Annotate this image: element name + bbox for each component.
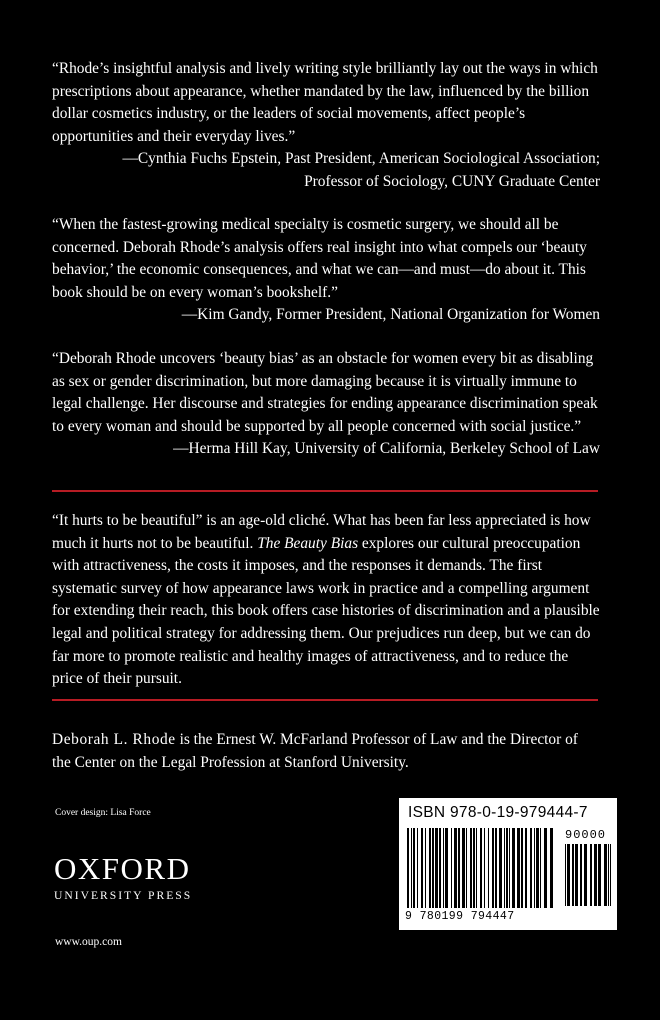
quote-attribution-affiliation: Professor of Sociology, CUNY Graduate Center [304, 172, 600, 190]
description-text-continued: explores our cultural preoccupation with attractiveness, the costs it imposes, and the responses it demands. The first systematic survey of how appearance laws work in practice and a compelling argument for extending their reach, this book offers case histories of discrimination and a plausible legal and political strategy for addressing them. Our prejudices run deep, but we can do far more to promote realistic and healthy images of attractiveness, and to reduce the price of their pursuit. [52, 534, 600, 688]
publisher-logo [54, 853, 192, 902]
publisher-subname: UNIVERSITY PRESS [54, 889, 193, 902]
quote-text: “Deborah Rhode uncovers ‘beauty bias’ as an obstacle for women every bit as disabling as sex or gender discrimination, but more damaging because it is virtually immune to legal challenge. Her discourse and strategies for ending appearance discrimination speak to every woman and should be supported by all people concerned with social justice.” [52, 350, 598, 435]
quote-attribution: —Herma Hill Kay, University of California, Berkeley School of Law [173, 440, 600, 458]
quote-text: “When the fastest-growing medical specialty is cosmetic surgery, we should all be concerned. Deborah Rhode’s analysis offers real insight into what compels our ‘beauty behavior,’ the economic consequences, and what we can—and must—do about it. This book should be on every woman’s bookshelf.” [52, 216, 587, 301]
publisher-url: www.oup.com [55, 936, 122, 948]
review-quote-3 [52, 348, 600, 461]
book-description [52, 510, 600, 691]
divider-rule [52, 699, 598, 701]
book-title: The Beauty Bias [257, 534, 359, 552]
ean-barcode-icon [407, 828, 555, 908]
review-quote-1 [52, 58, 600, 194]
price-code: 90000 [565, 828, 607, 842]
cover-design-credit: Cover design: Lisa Force [55, 808, 151, 818]
author-bio-text: is the Ernest W. McFarland Professor of Law and the Director of the Center on the Legal Profession at Stanford University. [52, 731, 578, 771]
description-text: “It hurts to be beautiful” is an age-old cliché. What has been far less appreciated is how much it hurts not to be beautiful. [52, 512, 591, 552]
quote-attribution: —Cynthia Fuchs Epstein, Past President, American Sociological Association; [122, 150, 600, 168]
publisher-name: OXFORD [54, 851, 191, 886]
quote-text: “Rhode’s insightful analysis and lively writing style brilliantly lay out the ways in which prescriptions about appearance, whether mandated by the law, influenced by the billion dollar cosmetics industry, or the leaders of social movements, affect people’s opportunities and their everyday lives.” [52, 60, 598, 145]
author-name: Deborah L. Rhode [52, 731, 176, 748]
isbn-label: ISBN 978-0-19-979444-7 [408, 804, 588, 821]
ean-number: 9 780199 794447 [405, 910, 515, 923]
barcode-panel [399, 798, 617, 930]
divider-rule [52, 490, 598, 492]
quote-attribution: —Kim Gandy, Former President, National Organization for Women [181, 306, 600, 324]
price-barcode-icon [565, 844, 611, 906]
author-bio [52, 728, 600, 774]
review-quote-2 [52, 214, 600, 327]
